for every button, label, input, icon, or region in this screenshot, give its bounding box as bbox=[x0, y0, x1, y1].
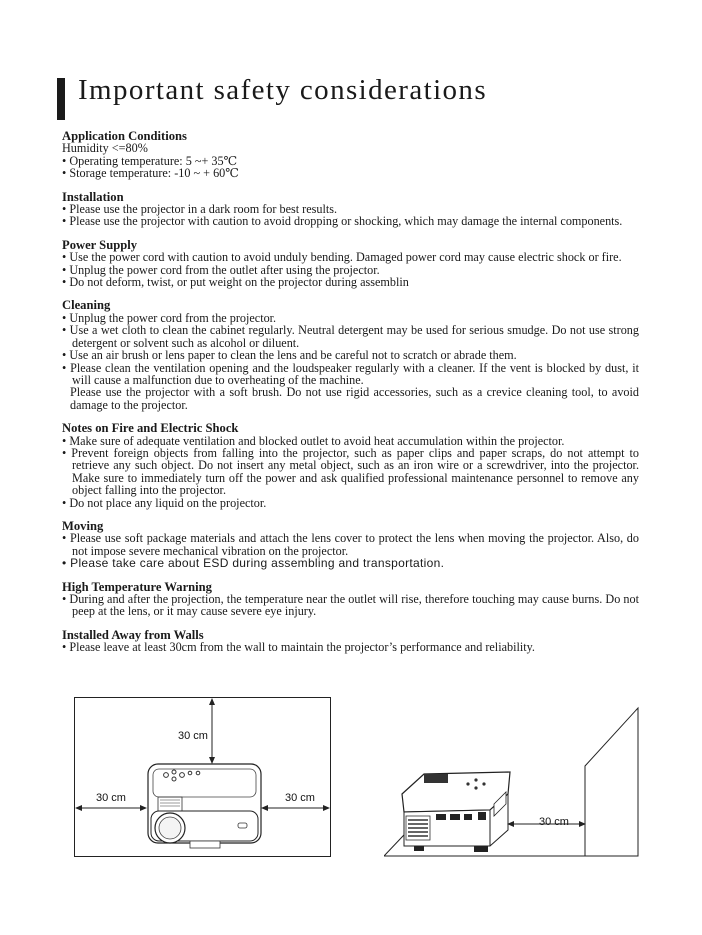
section-power-supply bbox=[62, 239, 639, 289]
list-item: • Please use the projector in a dark room for best results. bbox=[62, 202, 338, 217]
list-item: • Please use soft package materials and attach the lens cover to protect the lens when moving the projector. Also, do not impose severe mechanical vibration on the projector. bbox=[62, 531, 639, 558]
list-item: • Prevent foreign objects from falling into the projector, such as paper clips and paper scraps, do not attempt to retrieve any such object. Do not insert any metal object, such as an iron wire or a screwdriver, into the projector. Make sure to immediately turn off the power and ask qualified professional maintenance personnel to remove any object falling into the projector. bbox=[62, 445, 639, 498]
list-item-continuation: Please use the projector with a soft brush. Do not use rigid accessories, such as a crevice cleaning tool, to avoid damage to the projector. bbox=[70, 385, 639, 412]
title-accent-bar bbox=[57, 78, 65, 120]
right-clearance-label: 30 cm bbox=[285, 792, 315, 804]
safety-body bbox=[62, 130, 639, 665]
top-clearance-label: 30 cm bbox=[178, 730, 208, 742]
left-clearance-label: 30 cm bbox=[96, 792, 126, 804]
section-fire-shock bbox=[62, 422, 639, 509]
list-item: • Use a wet cloth to clean the cabinet regularly. Neutral detergent may be used for serious smudge. Do not use strong detergent or solvent such as alcohol or diluent. bbox=[62, 323, 639, 350]
section-installation bbox=[62, 191, 639, 228]
list-item: • Unplug the power cord from the projector. bbox=[62, 310, 277, 325]
section-cleaning bbox=[62, 299, 639, 411]
storage-temp-line: • Storage temperature: -10 ~ + 60℃ bbox=[62, 166, 239, 181]
section-heading: Application Conditions bbox=[62, 129, 187, 143]
projector-perspective-icon bbox=[402, 772, 510, 852]
projector-top-view-icon bbox=[148, 764, 261, 848]
section-heading: Installation bbox=[62, 189, 124, 204]
operating-temp-line: • Operating temperature: 5 ~+ 35℃ bbox=[62, 153, 238, 168]
list-item: • Do not deform, twist, or put weight on the projector during assemblin bbox=[62, 275, 409, 290]
clearance-perspective-figure bbox=[384, 706, 639, 858]
section-application bbox=[62, 130, 639, 180]
section-heading: Installed Away from Walls bbox=[62, 627, 204, 642]
section-heading: Moving bbox=[62, 518, 104, 533]
list-item: • Please leave at least 30cm from the wall to maintain the projector’s performance and reliability. bbox=[62, 640, 535, 655]
list-item: • Use the power cord with caution to avoid unduly bending. Damaged power cord may cause electric shock or fire. bbox=[62, 250, 622, 265]
section-high-temperature bbox=[62, 581, 639, 618]
list-item: • Please use the projector with caution to avoid dropping or shocking, which may damage the internal components. bbox=[62, 214, 623, 229]
section-heading: Notes on Fire and Electric Shock bbox=[62, 421, 239, 436]
list-item: • Use an air brush or lens paper to clean the lens and be careful not to scratch or abrade them. bbox=[62, 348, 517, 363]
humidity-line: Humidity <=80% bbox=[62, 141, 148, 156]
list-item: • Do not place any liquid on the projector. bbox=[62, 495, 267, 510]
section-heading: High Temperature Warning bbox=[62, 579, 212, 594]
list-item: • Please clean the ventilation opening and the loudspeaker regularly with a cleaner. If the vent is blocked by dust, it will cause a malfunction due to overheating of the machine. bbox=[62, 360, 639, 387]
section-walls bbox=[62, 629, 639, 654]
section-heading: Cleaning bbox=[62, 298, 111, 313]
wall-clearance-label: 30 cm bbox=[539, 816, 569, 828]
esd-note: • Please take care about ESD during assembling and transportation. bbox=[62, 556, 445, 571]
list-item: • During and after the projection, the temperature near the outlet will rise, therefore touching may cause burns. Do not peep at the lens, or it may cause severe eye injury. bbox=[62, 592, 639, 619]
section-moving bbox=[62, 520, 639, 570]
list-item: • Unplug the power cord from the outlet after using the projector. bbox=[62, 262, 380, 277]
section-heading: Power Supply bbox=[62, 237, 137, 252]
page-title: Important safety considerations bbox=[78, 74, 488, 106]
list-item: • Make sure of adequate ventilation and blocked outlet to avoid heat accumulation within the projector. bbox=[62, 433, 565, 448]
clearance-top-view-figure bbox=[74, 697, 331, 857]
